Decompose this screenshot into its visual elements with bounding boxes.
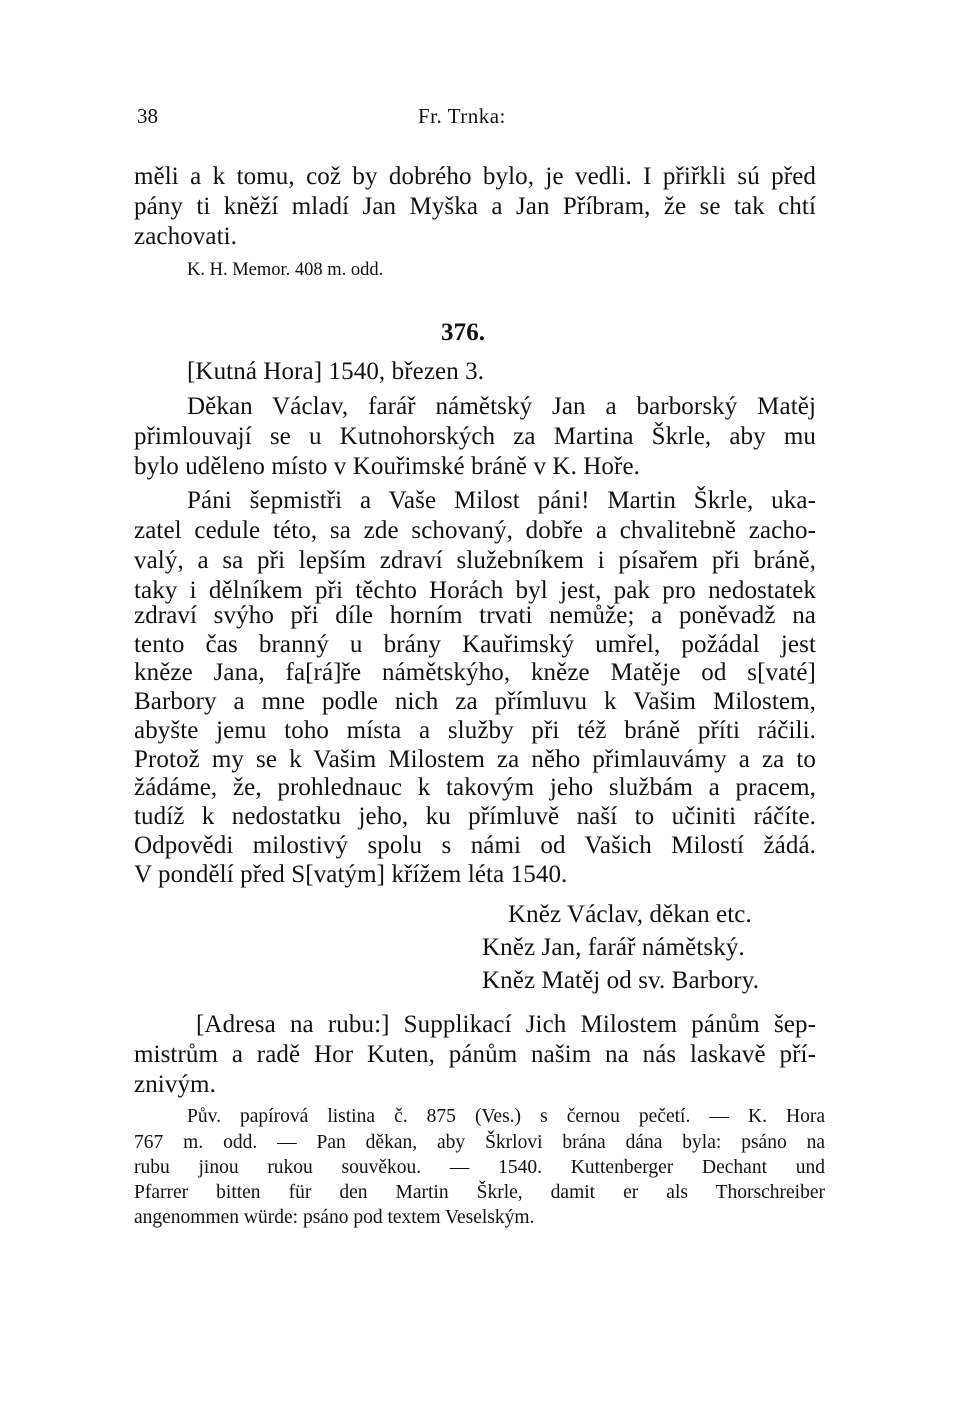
page-number: 38 — [137, 104, 158, 128]
note-line: angenommen würde: psáno pod textem Veselským. — [134, 1207, 535, 1228]
text-line: Protož my se k Vašim Milostem za něho přimlauvámy a za to — [134, 746, 816, 773]
note-line: 767 m. odd. — Pan děkan, aby Škrlovi brána dána byla: psáno na — [134, 1132, 825, 1153]
note-line: rubu jinou rukou souvěkou. — 1540. Kuttenberger Dechant und — [134, 1157, 825, 1178]
note-line: Pfarrer bitten für den Martin Škrle, damit er als Thorschreiber — [134, 1182, 825, 1203]
text-line: valý, a sa při lepším zdraví služebníkem i písařem při bráně, — [134, 547, 816, 574]
signature-line: Kněz Václav, děkan etc. — [508, 901, 752, 928]
address-line: mistrům a radě Hor Kuten, pánům našim na nás laskavě pří- — [134, 1041, 816, 1068]
signature-line: Kněz Jan, farář námětský. — [482, 934, 745, 961]
text-line: zachovati. — [134, 223, 238, 250]
summary-line: bylo uděleno místo v Kouřimské bráně v K. Hoře. — [134, 453, 640, 480]
text-line: abyšte jemu toho místa a služby při též bráně příti ráčili. — [134, 717, 816, 744]
text-line: zdraví svýho při díle horním trvati nemůže; a poněvadž na — [134, 602, 816, 629]
address-line: znivým. — [134, 1071, 216, 1098]
text-line: Odpovědi milostivý spolu s námi od Vašich Milostí žádá. — [134, 832, 816, 859]
text-line: V pondělí před S[vatým] křížem léta 1540. — [134, 861, 568, 888]
text-line: kněze Jana, fa[rá]ře námětskýho, kněze Matěje od s[vaté] — [134, 659, 816, 686]
dateline: [Kutná Hora] 1540, březen 3. — [187, 358, 485, 385]
note-line: Pův. papírová listina č. 875 (Ves.) s černou pečetí. — K. Hora — [187, 1106, 825, 1127]
address-line: [Adresa na rubu:] Supplikací Jich Milostem pánům šep- — [196, 1011, 816, 1038]
source-reference: K. H. Memor. 408 m. odd. — [187, 260, 384, 280]
text-line: měli a k tomu, což by dobrého bylo, je vedli. I přiřkli sú před — [134, 163, 816, 190]
text-line: tento čas branný u brány Kauřimský umřel, požádal jest — [134, 631, 816, 658]
text-line: zatel cedule této, sa zde schovaný, dobře a chvalitebně zacho- — [134, 517, 816, 544]
summary-line: Děkan Václav, farář námětský Jan a barborský Matěj — [187, 393, 816, 420]
signature-line: Kněz Matěj od sv. Barbory. — [482, 967, 760, 994]
text-line: pány ti kněží mladí Jan Myška a Jan Příbram, že se tak chtí — [134, 193, 816, 220]
running-title: Fr. Trnka: — [418, 104, 506, 128]
text-line: tudíž k nedostatku jeho, ku přímluvě naší to učiniti ráčíte. — [134, 803, 816, 830]
text-line: Barbory a mne podle nich za přímluvu k Vašim Milostem, — [134, 688, 816, 715]
text-line: Páni šepmistři a Vaše Milost páni! Martin Škrle, uka- — [187, 487, 816, 514]
text-line: žádáme, že, prohlednauc k takovým jeho službám a pracem, — [134, 774, 816, 801]
document-number: 376. — [441, 319, 486, 346]
summary-line: přimlouvají se u Kutnohorských za Martina Škrle, aby mu — [134, 423, 816, 450]
text-line: taky i dělníkem při těchto Horách byl jest, pak pro nedostatek — [134, 577, 816, 604]
